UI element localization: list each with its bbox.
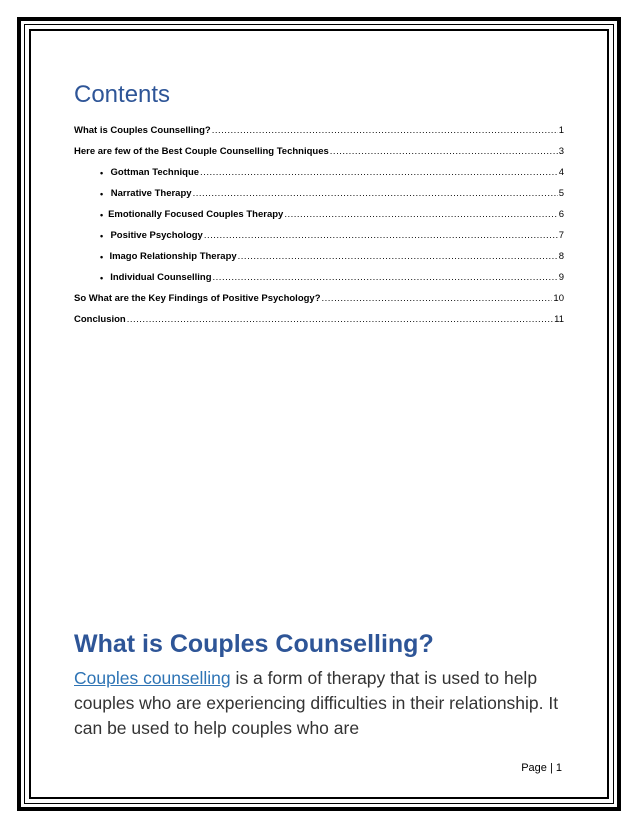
toc-entry-page-number: 6 <box>558 209 564 220</box>
toc-entry-label: Emotionally Focused Couples Therapy <box>108 209 284 220</box>
toc-entry-page-number: 3 <box>558 146 564 157</box>
bullet-icon: • <box>100 168 104 178</box>
bullet-icon: • <box>100 273 104 283</box>
bullet-icon: • <box>100 210 104 220</box>
toc-dot-leader <box>284 209 557 221</box>
toc-dot-leader <box>127 314 553 326</box>
toc-entry-label: Individual Counselling <box>110 272 212 283</box>
section-heading: What is Couples Counselling? <box>74 630 434 658</box>
table-of-contents <box>74 80 564 326</box>
toc-entry-label: Positive Psychology <box>110 230 203 241</box>
bullet-icon: • <box>100 252 104 262</box>
toc-entry-label: Gottman Technique <box>110 167 200 178</box>
toc-dot-leader <box>200 167 558 179</box>
toc-entry[interactable] <box>74 137 564 158</box>
toc-dot-leader <box>212 125 558 137</box>
couples-counselling-link[interactable]: Couples counselling <box>74 668 231 688</box>
toc-entry[interactable] <box>74 263 564 284</box>
toc-entry[interactable] <box>74 179 564 200</box>
toc-entry-label: Imago Relationship Therapy <box>109 251 237 262</box>
paragraph-text: is a form of therapy that is used to help couples who are experiencing difficulties in their relationship. It can be used to help couples who are <box>74 668 559 738</box>
bullet-icon: • <box>100 189 104 199</box>
bullet-icon: • <box>100 231 104 241</box>
toc-dot-leader <box>213 272 558 284</box>
toc-entry-label: Narrative Therapy <box>110 188 192 199</box>
toc-dot-leader <box>322 293 553 305</box>
toc-entry-page-number: 4 <box>558 167 564 178</box>
toc-entry-page-number: 10 <box>553 293 564 304</box>
toc-dot-leader <box>204 230 558 242</box>
toc-entry[interactable] <box>74 305 564 326</box>
section-paragraph <box>74 666 564 741</box>
toc-entry[interactable] <box>74 200 564 221</box>
toc-entry-page-number: 8 <box>558 251 564 262</box>
toc-entry[interactable] <box>74 221 564 242</box>
toc-entry[interactable] <box>74 284 564 305</box>
toc-entry-page-number: 5 <box>558 188 564 199</box>
toc-entry-page-number: 9 <box>558 272 564 283</box>
toc-entry-label: Conclusion <box>74 314 126 325</box>
toc-entry[interactable] <box>74 158 564 179</box>
toc-entry[interactable] <box>74 116 564 137</box>
toc-title: Contents <box>74 81 171 108</box>
toc-entry-label: Here are few of the Best Couple Counselling Techniques <box>74 146 329 157</box>
toc-dot-leader <box>193 188 558 200</box>
toc-entry-page-number: 11 <box>554 314 564 325</box>
toc-dot-leader <box>238 251 558 263</box>
page-number-footer: Page | 1 <box>521 762 562 774</box>
toc-entry-page-number: 1 <box>558 125 564 136</box>
toc-dot-leader <box>330 146 558 158</box>
toc-entry[interactable] <box>74 242 564 263</box>
toc-list <box>74 116 564 326</box>
toc-entry-page-number: 7 <box>558 230 564 241</box>
toc-entry-label: So What are the Key Findings of Positive Psychology? <box>74 293 321 304</box>
toc-entry-label: What is Couples Counselling? <box>74 125 211 136</box>
